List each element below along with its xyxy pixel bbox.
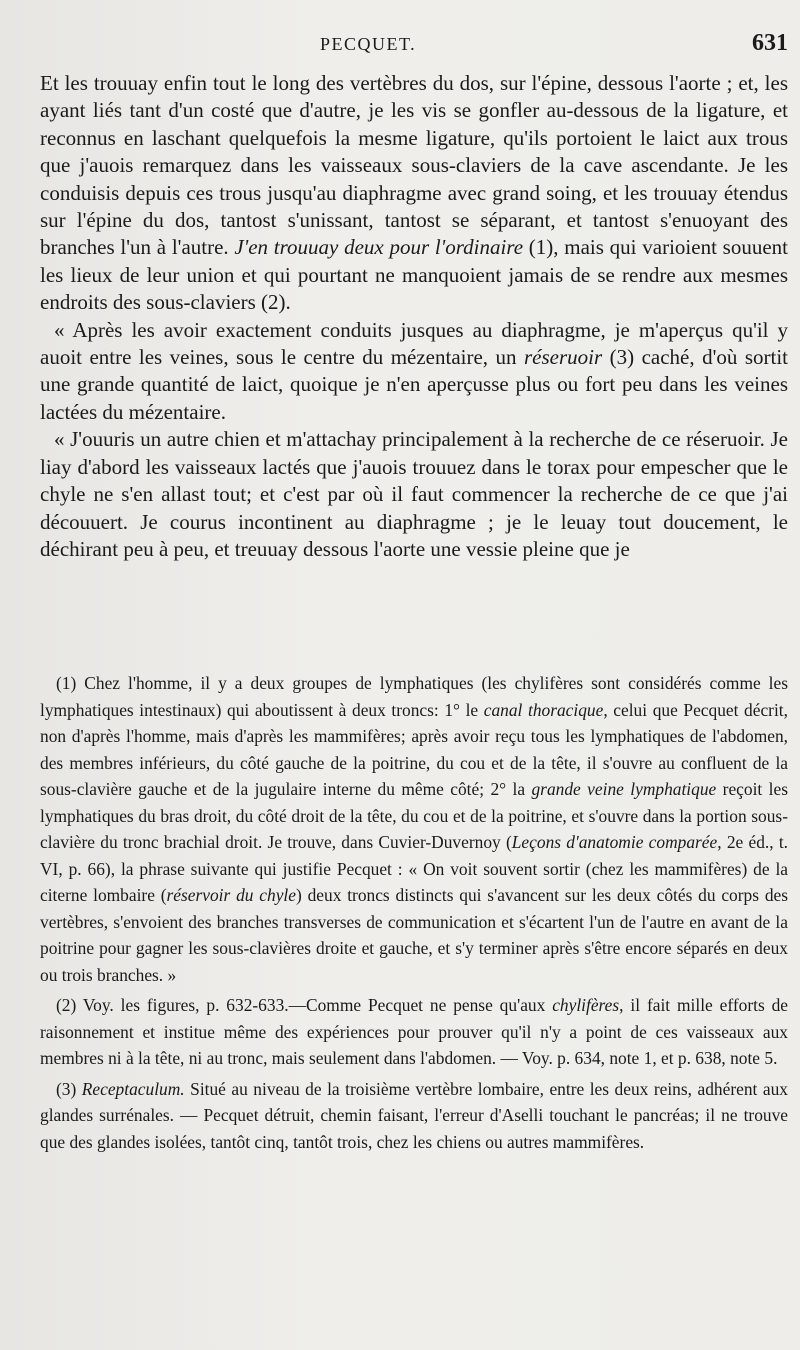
italic-run: Receptaculum. [81, 1078, 185, 1099]
paragraph-3: « J'ouuris un autre chien et m'attachay principalement à la recherche de ce réseruoir. Je liay d'abord les vaisseaux lactés que j'auois trouuez dans le torax pour empescher que le chyle ne s'en allast tout; et c'est par où il faut commencer la recherche de ce que j'ai découuert. Je courus incontinent au diaphragme ; je le leuay tout doucement, le déchirant peu à peu, et treuuay dessous l'aorte une vessie pleine que je [40, 427, 788, 561]
text-run: ) deux troncs distincts qui s'avancent sur les deux côtés du corps des vertèbres, s'envoient des branches transverses de communication et s'écartent l'un de l'autre en avant de la poitrine pour gagner les sous-clavières droite et gauche, et s'y terminer après s'être encore séparés en deux ou trois branches. » [40, 885, 788, 985]
italic-run: canal thoracique [483, 699, 604, 720]
text-run: , 2e éd., t. VI, p. 66), la phrase suivante qui justifie Pecquet : « On voit souvent sortir (chez les mammifères) de la citerne lombaire ( [40, 832, 789, 905]
footnotes [40, 670, 788, 1159]
text-run: (1), mais qui varioient souuent les lieux de leur union et qui pourtant ne manquoient jamais de se rendre aux mesmes endroits des sous-claviers (2). [40, 235, 788, 315]
paragraph-2 [40, 317, 788, 427]
italic-run: chylifères [552, 995, 620, 1015]
text-run: « Après les avoir exactement conduits jusques au diaphragme, je m'aperçus qu'il y auoit entre les veines, sous le centre du mézentaire, un [40, 317, 788, 370]
italic-run: réservoir du chyle [166, 885, 296, 905]
italic-run: réseruoir [523, 345, 603, 370]
italic-run: grande veine lymphatique [531, 779, 717, 799]
paragraph-1 [40, 70, 788, 317]
text-run: , celui que Pecquet décrit, non d'après l'homme, mais d'après les mammifères; après avoir reçu tous les lymphatiques de l'abdomen, des membres inférieurs, du côté gauche de la poitrine, du cou et de la tête, il s'ouvre au confluent de la sous-clavière gauche et de la jugulaire interne du même côté; 2° la [40, 699, 788, 799]
italic-run: J'en trouuay deux pour l'ordinaire [234, 235, 524, 260]
footnote-2 [40, 992, 788, 1072]
text-run: (2) Voy. les figures, p. 632-633.—Comme Pecquet ne pense qu'aux [56, 995, 553, 1015]
text-run: (1) Chez l'homme, il y a deux groupes de lymphatiques (les chylifères sont considérés comme les lymphatiques intestinaux) qui aboutissent à deux troncs: 1° le [40, 673, 788, 720]
footnote-3 [40, 1076, 788, 1156]
italic-run: Leçons d'anatomie comparée [511, 832, 718, 852]
running-head [0, 30, 800, 60]
main-text [40, 70, 788, 563]
footnote-1 [40, 670, 788, 988]
running-title: PECQUET. [320, 34, 417, 54]
text-run: Et les trouuay enfin tout le long des vertèbres du dos, sur l'épine, dessous l'aorte ; et, les ayant liés tant d'un costé que d'autre, je les vis se gonfler au-dessous de la ligature, et reconnus en laschant quelquefois la mesme ligature, qu'ils portoient le laict aux trous que j'auois remarquez dans les vaisseaux sous-claviers de la cave ascendante. Je les conduisis depuis ces trous jusqu'au diaphragme avec grand soing, et les trouuay étendus sur l'épine du dos, tantost s'unissant, tantost se séparant, et tantost s'enuoyant des branches l'un à l'autre. [40, 71, 788, 260]
text-run: , il fait mille efforts de raisonnement et institue même des expériences pour prouver qu'il n'y a point de ces vaisseaux aux membres ni à la tête, ni au tronc, mais seulement dans l'abdomen. — Voy. p. 634, note 1, et p. 638, note 5. [40, 995, 789, 1068]
text-run: Situé au niveau de la troisième vertèbre lombaire, entre les deux reins, adhérent aux glandes surrénales. — Pecquet détruit, chemin faisant, l'erreur d'Aselli touchant le pancréas; il ne trouve que des glandes isolées, tantôt cinq, tantôt trois, chez les chiens ou autres mammifères. [40, 1078, 788, 1152]
text-run: (3) caché, d'où sortit une grande quantité de laict, quoique je n'en aperçusse plus ou fort peu dans les veines lactées du mézentaire. [40, 345, 788, 424]
text-run: (3) [56, 1078, 82, 1099]
text-run: reçoit les lymphatiques du bras droit, du côté droit de la tête, du cou et de la poitrine, et s'ouvre dans la portion sous-clavière du tronc brachial droit. Je trouve, dans Cuvier-Duvernoy ( [40, 779, 788, 852]
page-number: 631 [752, 30, 788, 56]
